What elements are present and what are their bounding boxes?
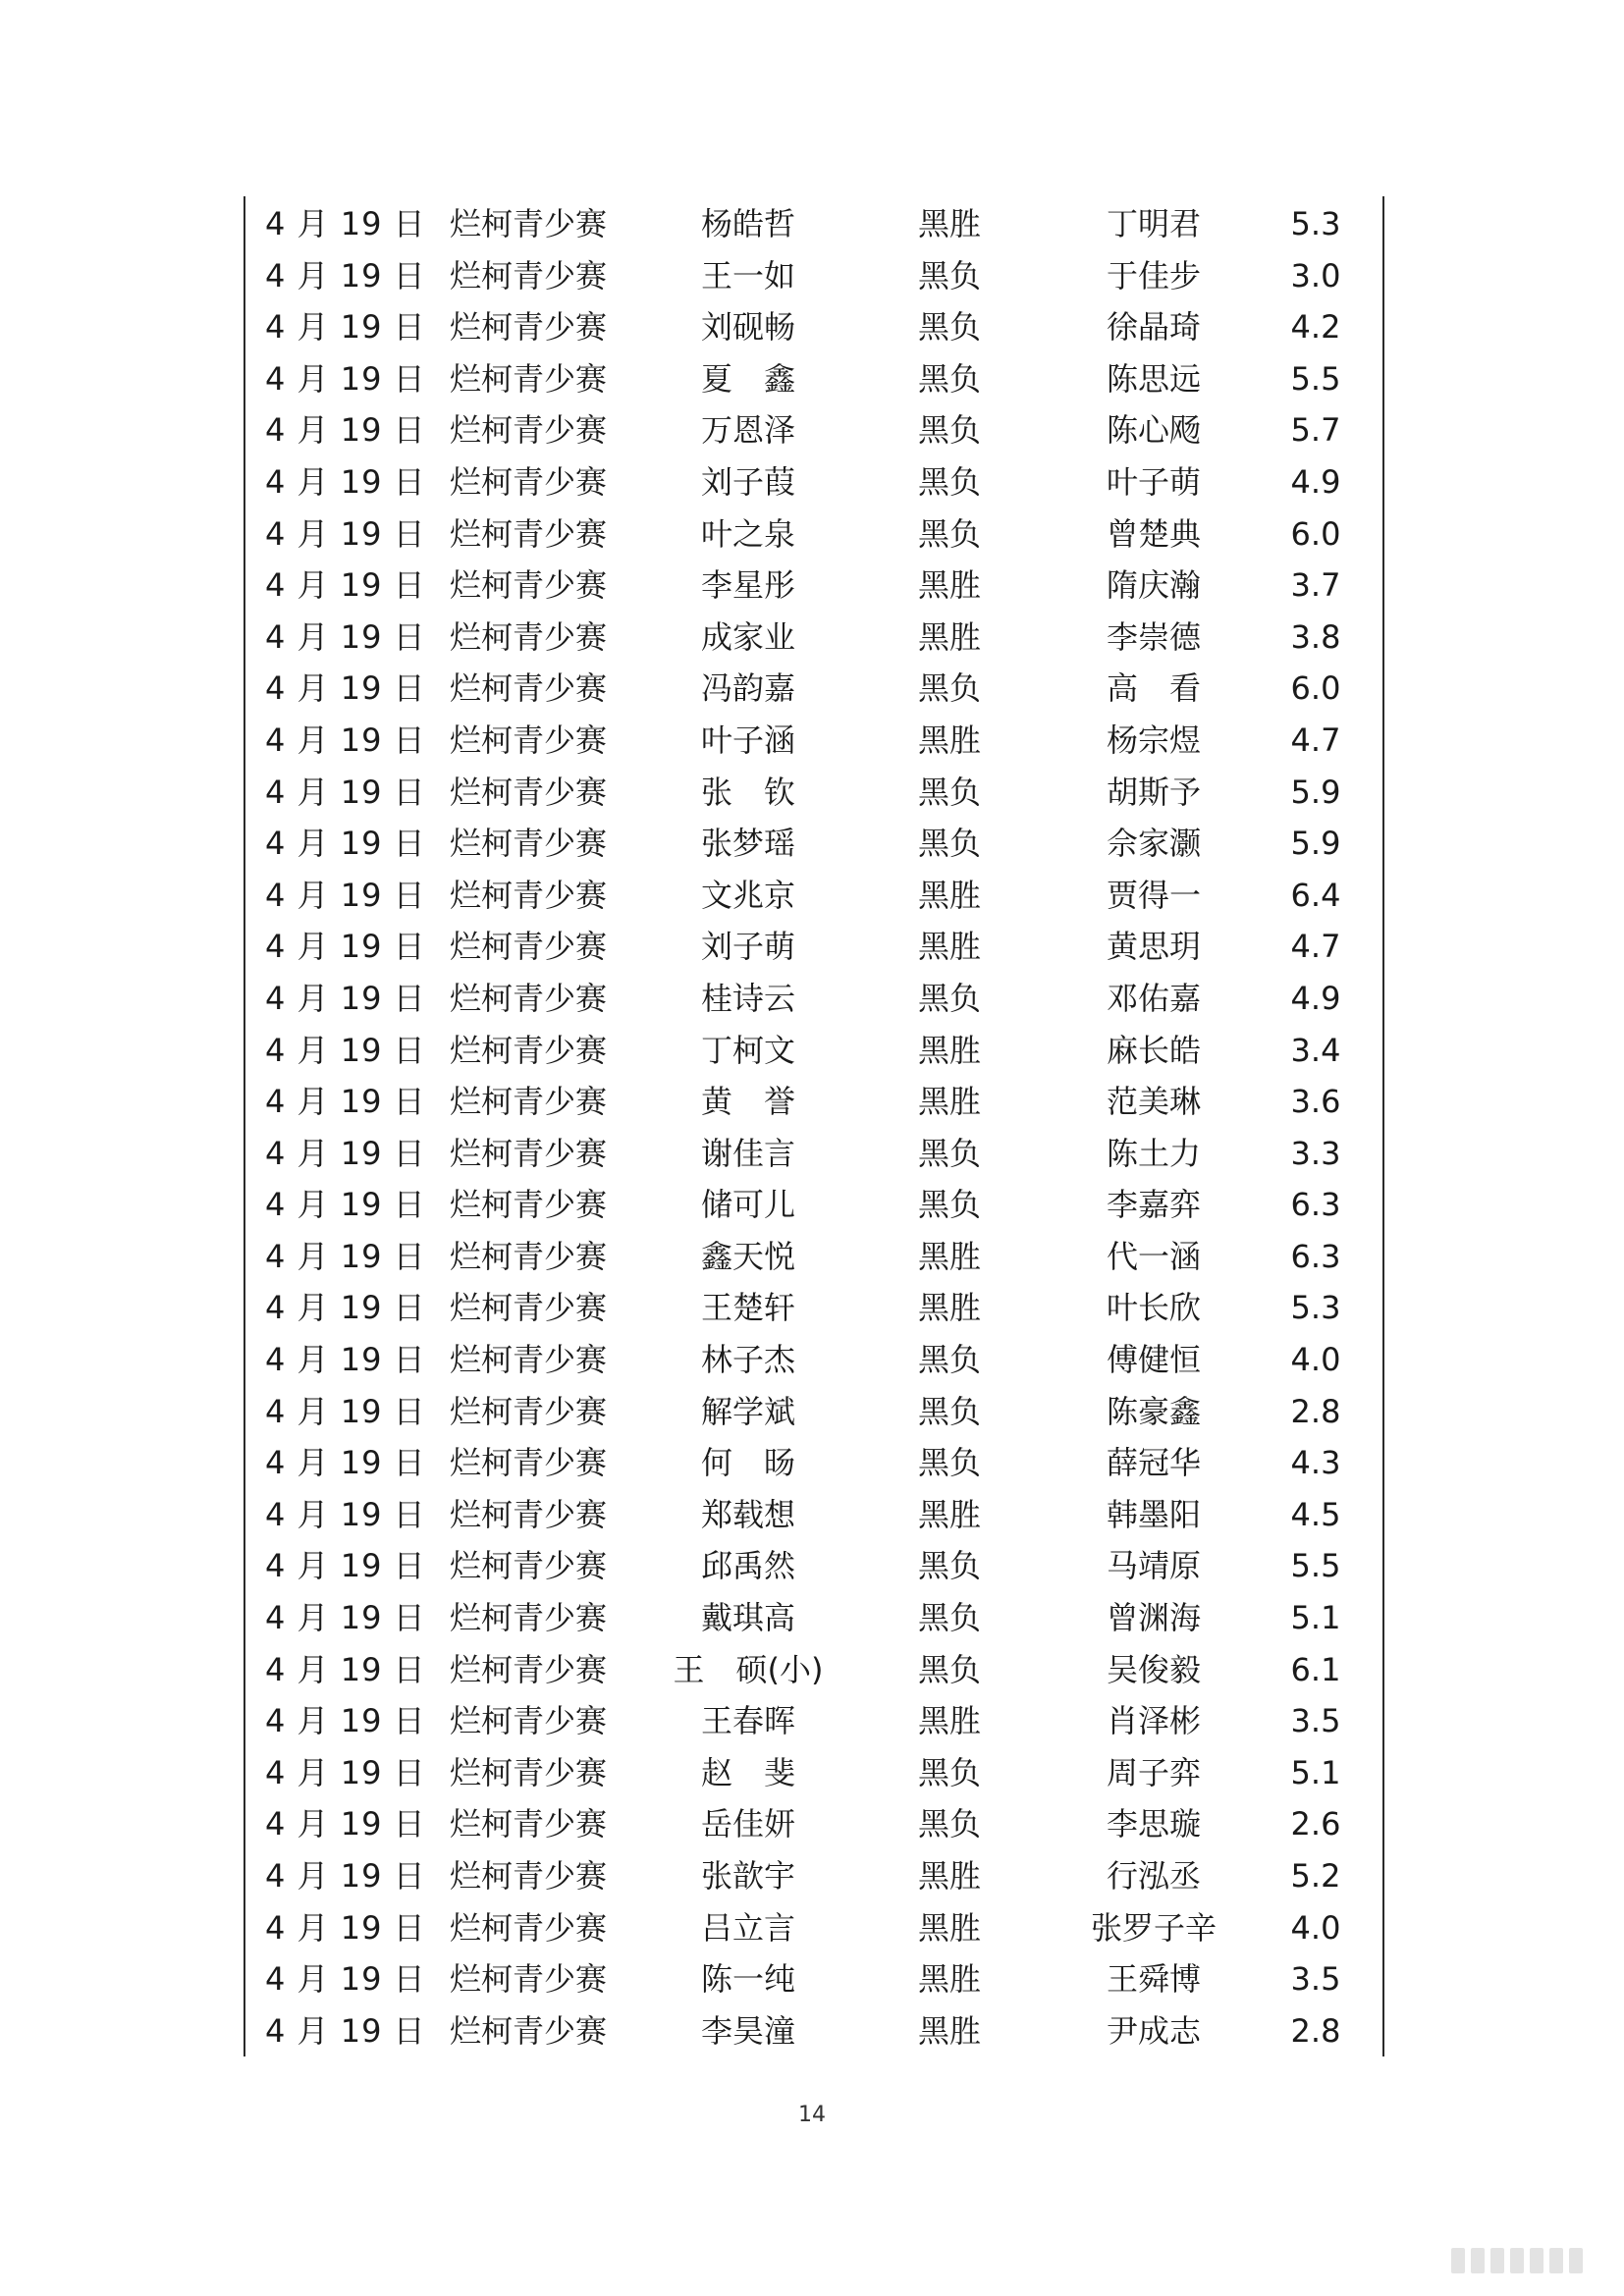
score-cell: 4.9 [1290,462,1341,501]
date-cell: 4 月 19 日 [265,359,426,398]
black-player-cell: 刘子萌 [700,928,795,966]
black-player-cell: 赵 斐 [700,1753,795,1791]
score-cell: 5.3 [1290,1289,1341,1327]
white-player-cell: 佘家灏 [1106,825,1201,863]
date-cell: 4 月 19 日 [265,928,426,966]
event-cell: 烂柯青少赛 [450,1908,608,1947]
table-row [0,818,1624,870]
event-cell: 烂柯青少赛 [450,2011,608,2050]
date-cell: 4 月 19 日 [265,1495,426,1533]
viewer-control-icon[interactable] [1471,2248,1485,2273]
black-player-cell: 戴琪高 [700,1599,795,1637]
black-player-cell: 邱禹然 [700,1547,795,1585]
table-row [0,1025,1624,1077]
black-player-cell: 岳佳妍 [700,1805,795,1843]
event-cell: 烂柯青少赛 [450,256,608,294]
white-player-cell: 韩墨阳 [1106,1495,1201,1533]
date-cell: 4 月 19 日 [265,669,426,708]
white-player-cell: 叶子萌 [1106,462,1201,501]
result-cell: 黑胜 [918,1960,982,1999]
white-player-cell: 李思璇 [1106,1805,1201,1843]
score-cell: 6.3 [1290,1186,1341,1224]
date-cell: 4 月 19 日 [265,1444,426,1482]
result-cell: 黑负 [918,1753,982,1791]
score-cell: 2.8 [1290,1392,1341,1430]
score-cell: 6.1 [1290,1650,1341,1688]
white-player-cell: 丁明君 [1106,205,1201,242]
event-cell: 烂柯青少赛 [450,1031,608,1069]
event-cell: 烂柯青少赛 [450,1960,608,1999]
event-cell: 烂柯青少赛 [450,1289,608,1327]
result-cell: 黑负 [918,462,982,501]
white-player-cell: 李崇德 [1106,617,1201,656]
black-player-cell: 桂诗云 [700,979,795,1017]
result-cell: 黑胜 [918,617,982,656]
score-cell: 4.5 [1290,1495,1341,1533]
result-cell: 黑负 [918,514,982,553]
white-player-cell: 范美琳 [1106,1083,1201,1121]
date-cell: 4 月 19 日 [265,1134,426,1172]
result-cell: 黑胜 [918,1702,982,1740]
viewer-control-icon[interactable] [1451,2248,1465,2273]
table-row [0,508,1624,561]
event-cell: 烂柯青少赛 [450,773,608,811]
table-row [0,456,1624,508]
result-cell: 黑胜 [918,1495,982,1533]
result-cell: 黑负 [918,825,982,863]
date-cell: 4 月 19 日 [265,1341,426,1379]
table-row [0,250,1624,302]
black-player-cell: 冯韵嘉 [700,669,795,708]
date-cell: 4 月 19 日 [265,979,426,1017]
event-cell: 烂柯青少赛 [450,617,608,656]
table-row [0,1231,1624,1283]
table-row [0,612,1624,664]
viewer-control-icon[interactable] [1510,2248,1524,2273]
score-cell: 2.8 [1290,2011,1341,2050]
table-row [0,404,1624,456]
date-cell: 4 月 19 日 [265,1702,426,1740]
event-cell: 烂柯青少赛 [450,928,608,966]
black-player-cell: 解学斌 [700,1392,795,1430]
white-player-cell: 邓佑嘉 [1106,979,1201,1017]
result-cell: 黑胜 [918,566,982,605]
date-cell: 4 月 19 日 [265,566,426,605]
result-cell: 黑负 [918,1392,982,1430]
event-cell: 烂柯青少赛 [450,1341,608,1379]
black-player-cell: 吕立言 [700,1908,795,1947]
black-player-cell: 李昊潼 [700,2011,795,2050]
white-player-cell: 吴俊毅 [1106,1650,1201,1688]
date-cell: 4 月 19 日 [265,1289,426,1327]
white-player-cell: 李嘉弈 [1106,1186,1201,1224]
event-cell: 烂柯青少赛 [450,1495,608,1533]
event-cell: 烂柯青少赛 [450,1702,608,1740]
event-cell: 烂柯青少赛 [450,1083,608,1121]
score-cell: 6.4 [1290,876,1341,914]
date-cell: 4 月 19 日 [265,205,426,242]
score-cell: 3.7 [1290,566,1341,605]
table-row [0,2005,1624,2057]
result-cell: 黑负 [918,359,982,398]
score-cell: 4.7 [1290,928,1341,966]
black-player-cell: 丁柯文 [700,1031,795,1069]
table-row [0,870,1624,922]
event-cell: 烂柯青少赛 [450,1392,608,1430]
score-cell: 5.1 [1290,1599,1341,1637]
score-cell: 3.3 [1290,1134,1341,1172]
white-player-cell: 肖泽彬 [1106,1702,1201,1740]
black-player-cell: 何 旸 [700,1444,795,1482]
page-number: 14 [798,2103,826,2127]
date-cell: 4 月 19 日 [265,256,426,294]
score-cell: 5.5 [1290,359,1341,398]
table-row [0,1902,1624,1954]
black-player-cell: 黄 誉 [700,1083,795,1121]
event-cell: 烂柯青少赛 [450,308,608,347]
score-cell: 4.3 [1290,1444,1341,1482]
result-cell: 黑胜 [918,1908,982,1947]
score-cell: 3.0 [1290,256,1341,294]
black-player-cell: 杨皓哲 [700,205,795,242]
result-cell: 黑负 [918,1547,982,1585]
score-cell: 4.9 [1290,979,1341,1017]
date-cell: 4 月 19 日 [265,1031,426,1069]
date-cell: 4 月 19 日 [265,1237,426,1275]
result-cell: 黑胜 [918,1031,982,1069]
event-cell: 烂柯青少赛 [450,1444,608,1482]
white-player-cell: 叶长欣 [1106,1289,1201,1327]
table-row [0,1798,1624,1850]
table-row [0,1282,1624,1334]
score-cell: 6.0 [1290,669,1341,708]
viewer-control-icon[interactable] [1530,2248,1543,2273]
date-cell: 4 月 19 日 [265,308,426,347]
date-cell: 4 月 19 日 [265,462,426,501]
result-cell: 黑胜 [918,1083,982,1121]
table-row [0,1695,1624,1747]
date-cell: 4 月 19 日 [265,411,426,450]
date-cell: 4 月 19 日 [265,1392,426,1430]
date-cell: 4 月 19 日 [265,514,426,553]
black-player-cell: 张梦瑶 [700,825,795,863]
black-player-cell: 刘子葭 [700,462,795,501]
table-row [0,767,1624,819]
result-cell: 黑胜 [918,1857,982,1895]
black-player-cell: 万恩泽 [700,411,795,450]
event-cell: 烂柯青少赛 [450,462,608,501]
white-player-cell: 贾得一 [1106,876,1201,914]
result-cell: 黑负 [918,669,982,708]
result-cell: 黑负 [918,1444,982,1482]
white-player-cell: 黄思玥 [1106,928,1201,966]
score-cell: 5.5 [1290,1547,1341,1585]
event-cell: 烂柯青少赛 [450,1805,608,1843]
score-cell: 4.2 [1290,308,1341,347]
table-row [0,715,1624,767]
table-row [0,973,1624,1025]
date-cell: 4 月 19 日 [265,1650,426,1688]
date-cell: 4 月 19 日 [265,773,426,811]
table-row [0,301,1624,353]
white-player-cell: 行泓丞 [1106,1857,1201,1895]
date-cell: 4 月 19 日 [265,1857,426,1895]
table-row [0,1179,1624,1231]
white-player-cell: 周子弈 [1106,1753,1201,1791]
date-cell: 4 月 19 日 [265,876,426,914]
event-cell: 烂柯青少赛 [450,1237,608,1275]
score-cell: 4.0 [1290,1908,1341,1947]
result-cell: 黑负 [918,979,982,1017]
black-player-cell: 谢佳言 [700,1134,795,1172]
white-player-cell: 陈土力 [1106,1134,1201,1172]
white-player-cell: 于佳步 [1106,256,1201,294]
black-player-cell: 储可儿 [700,1186,795,1224]
white-player-cell: 张罗子辛 [1090,1908,1217,1947]
result-cell: 黑胜 [918,1289,982,1327]
table-row [0,1953,1624,2005]
result-cell: 黑负 [918,1186,982,1224]
table-row [0,1128,1624,1180]
white-player-cell: 王舜博 [1106,1960,1201,1999]
date-cell: 4 月 19 日 [265,2011,426,2050]
white-player-cell: 傅健恒 [1106,1341,1201,1379]
date-cell: 4 月 19 日 [265,721,426,759]
date-cell: 4 月 19 日 [265,1960,426,1999]
date-cell: 4 月 19 日 [265,1908,426,1947]
black-player-cell: 张 钦 [700,773,795,811]
event-cell: 烂柯青少赛 [450,721,608,759]
white-player-cell: 徐晶琦 [1106,308,1201,347]
event-cell: 烂柯青少赛 [450,1857,608,1895]
white-player-cell: 尹成志 [1106,2011,1201,2050]
score-cell: 4.7 [1290,721,1341,759]
results-table [0,198,1624,2056]
table-row [0,1489,1624,1541]
white-player-cell: 胡斯予 [1106,773,1201,811]
event-cell: 烂柯青少赛 [450,825,608,863]
black-player-cell: 王春晖 [700,1702,795,1740]
white-player-cell: 马靖原 [1106,1547,1201,1585]
event-cell: 烂柯青少赛 [450,1599,608,1637]
table-row [0,921,1624,973]
black-player-cell: 刘砚畅 [700,308,795,347]
white-player-cell: 薛冠华 [1106,1444,1201,1482]
date-cell: 4 月 19 日 [265,1083,426,1121]
event-cell: 烂柯青少赛 [450,514,608,553]
table-row [0,1437,1624,1489]
table-row [0,1386,1624,1438]
result-cell: 黑胜 [918,2011,982,2050]
black-player-cell: 李星彤 [700,566,795,605]
white-player-cell: 杨宗煜 [1106,721,1201,759]
score-cell: 3.6 [1290,1083,1341,1121]
viewer-control-icon[interactable] [1490,2248,1504,2273]
score-cell: 5.9 [1290,773,1341,811]
score-cell: 3.8 [1290,617,1341,656]
score-cell: 4.0 [1290,1341,1341,1379]
event-cell: 烂柯青少赛 [450,205,608,242]
event-cell: 烂柯青少赛 [450,411,608,450]
result-cell: 黑负 [918,308,982,347]
score-cell: 2.6 [1290,1805,1341,1843]
date-cell: 4 月 19 日 [265,1599,426,1637]
black-player-cell: 张歆宇 [700,1857,795,1895]
black-player-cell: 叶之泉 [700,514,795,553]
date-cell: 4 月 19 日 [265,1753,426,1791]
score-cell: 5.1 [1290,1753,1341,1791]
table-row [0,1076,1624,1128]
table-row [0,1747,1624,1799]
viewer-control-icon[interactable] [1569,2248,1583,2273]
result-cell: 黑负 [918,1599,982,1637]
black-player-cell: 鑫天悦 [700,1237,795,1275]
white-player-cell: 陈豪鑫 [1106,1392,1201,1430]
event-cell: 烂柯青少赛 [450,1547,608,1585]
black-player-cell: 郑载想 [700,1495,795,1533]
black-player-cell: 林子杰 [700,1341,795,1379]
result-cell: 黑负 [918,411,982,450]
score-cell: 5.3 [1290,205,1341,242]
table-row [0,1644,1624,1696]
event-cell: 烂柯青少赛 [450,1650,608,1688]
event-cell: 烂柯青少赛 [450,1753,608,1791]
result-cell: 黑负 [918,1341,982,1379]
black-player-cell: 陈一纯 [700,1960,795,1999]
score-cell: 5.9 [1290,825,1341,863]
result-cell: 黑胜 [918,205,982,242]
score-cell: 6.0 [1290,514,1341,553]
result-cell: 黑负 [918,256,982,294]
white-player-cell: 陈心飏 [1106,411,1201,450]
score-cell: 3.5 [1290,1960,1341,1999]
result-cell: 黑胜 [918,721,982,759]
viewer-control-icon[interactable] [1549,2248,1563,2273]
event-cell: 烂柯青少赛 [450,566,608,605]
white-player-cell: 麻长皓 [1106,1031,1201,1069]
event-cell: 烂柯青少赛 [450,1186,608,1224]
black-player-cell: 王楚轩 [700,1289,795,1327]
white-player-cell: 曾楚典 [1106,514,1201,553]
score-cell: 3.4 [1290,1031,1341,1069]
white-player-cell: 隋庆瀚 [1106,566,1201,605]
table-row [0,1540,1624,1592]
event-cell: 烂柯青少赛 [450,876,608,914]
event-cell: 烂柯青少赛 [450,1134,608,1172]
result-cell: 黑负 [918,1650,982,1688]
white-player-cell: 陈思远 [1106,359,1201,398]
event-cell: 烂柯青少赛 [450,359,608,398]
black-player-cell: 文兆京 [700,876,795,914]
table-row [0,1850,1624,1902]
date-cell: 4 月 19 日 [265,1547,426,1585]
event-cell: 烂柯青少赛 [450,979,608,1017]
black-player-cell: 成家业 [700,617,795,656]
table-row [0,1334,1624,1386]
table-row [0,663,1624,715]
score-cell: 3.5 [1290,1702,1341,1740]
result-cell: 黑负 [918,1805,982,1843]
white-player-cell: 高 看 [1106,669,1201,708]
score-cell: 5.2 [1290,1857,1341,1895]
table-row [0,560,1624,612]
date-cell: 4 月 19 日 [265,825,426,863]
table-row [0,198,1624,250]
white-player-cell: 代一涵 [1106,1237,1201,1275]
score-cell: 5.7 [1290,411,1341,450]
event-cell: 烂柯青少赛 [450,669,608,708]
result-cell: 黑胜 [918,1237,982,1275]
date-cell: 4 月 19 日 [265,1186,426,1224]
table-row [0,353,1624,405]
table-row [0,1592,1624,1644]
result-cell: 黑负 [918,1134,982,1172]
black-player-cell: 王一如 [700,256,795,294]
result-cell: 黑胜 [918,928,982,966]
score-cell: 6.3 [1290,1237,1341,1275]
date-cell: 4 月 19 日 [265,1805,426,1843]
black-player-cell: 王 硕(小) [673,1650,824,1688]
result-cell: 黑胜 [918,876,982,914]
black-player-cell: 叶子涵 [700,721,795,759]
white-player-cell: 曾渊海 [1106,1599,1201,1637]
black-player-cell: 夏 鑫 [700,359,795,398]
date-cell: 4 月 19 日 [265,617,426,656]
result-cell: 黑负 [918,773,982,811]
